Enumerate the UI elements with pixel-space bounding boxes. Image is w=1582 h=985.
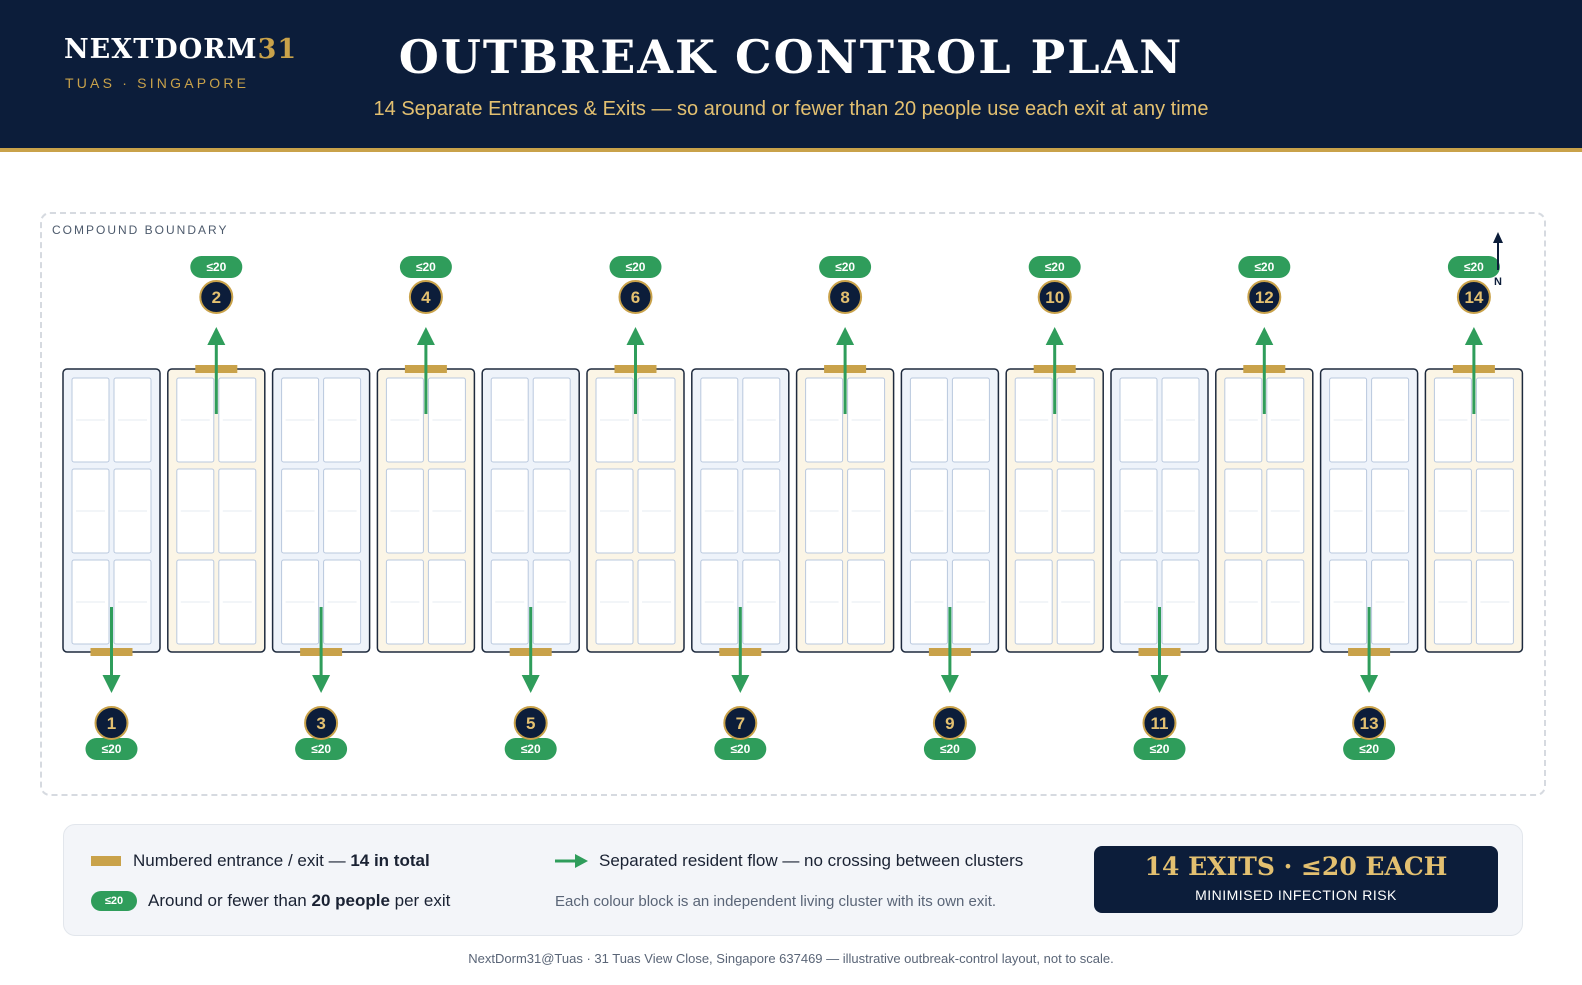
compass-label: N — [1494, 276, 1502, 288]
flow-arrow-icon — [103, 675, 121, 693]
legend-people-text-prefix: Around or fewer than — [148, 891, 312, 910]
cluster-block — [587, 256, 684, 652]
cluster-block — [692, 369, 789, 760]
cluster-block — [1216, 256, 1313, 652]
exit-number-label: 3 — [316, 714, 326, 733]
cluster-block — [1006, 256, 1103, 652]
exit-number-label: 7 — [735, 714, 746, 733]
flow-arrow-icon — [522, 675, 540, 693]
legend-exit-text-bold: 14 in total — [350, 851, 430, 870]
occupancy-badge-label: ≤20 — [311, 742, 332, 756]
exit-number-label: 10 — [1045, 288, 1065, 307]
brand-name: NEXTDORM — [64, 34, 258, 65]
legend-flow-text: Separated resident flow — no crossing between clusters — [599, 851, 1024, 870]
occupancy-badge-label: ≤20 — [1463, 260, 1484, 274]
summary-box — [1094, 846, 1498, 913]
cluster-block — [377, 256, 474, 652]
cluster-block — [482, 369, 579, 760]
exit-number-label: 6 — [630, 288, 641, 307]
cluster-block — [901, 369, 998, 760]
north-arrowhead-icon — [1493, 232, 1503, 243]
legend-exit-text-prefix: Numbered entrance / exit — — [133, 851, 351, 870]
flow-arrow-icon — [207, 327, 225, 345]
occupancy-badge-label: ≤20 — [206, 260, 227, 274]
occupancy-badge-label: ≤20 — [939, 742, 960, 756]
flow-arrow-icon — [1360, 675, 1378, 693]
flow-arrow-icon — [1151, 675, 1169, 693]
exit-number-label: 14 — [1464, 288, 1484, 307]
cluster-block — [797, 256, 894, 652]
exit-number-label: 11 — [1150, 714, 1169, 733]
exit-number-label: 9 — [945, 714, 955, 733]
occupancy-badge-label: ≤20 — [1044, 260, 1065, 274]
flow-arrow-icon — [1465, 327, 1483, 345]
page-subtitle: 14 Separate Entrances & Exits — so around or fewer than 20 people use each exit at any time — [373, 98, 1209, 120]
flow-arrow-icon — [312, 675, 330, 693]
cluster-block — [168, 256, 265, 652]
exit-number-label: 13 — [1359, 714, 1379, 733]
occupancy-badge-label: ≤20 — [1149, 742, 1170, 756]
exit-number-label: 4 — [421, 288, 431, 307]
exit-bar-swatch-icon — [91, 856, 121, 866]
cluster-block — [1425, 256, 1522, 652]
brand-location: TUAS · SINGAPORE — [65, 75, 250, 91]
flow-arrow-icon — [731, 675, 749, 693]
legend-people-text-bold: 20 people — [311, 891, 390, 910]
legend-cluster-note: Each colour block is an independent living cluster with its own exit. — [555, 893, 997, 910]
occupancy-badge-label: ≤20 — [625, 260, 646, 274]
flow-arrow-icon — [627, 327, 645, 345]
cluster-block — [1321, 369, 1418, 760]
brand-number: 31 — [257, 34, 298, 65]
flow-arrow-icon — [836, 327, 854, 345]
exit-number-label: 1 — [106, 714, 117, 733]
flow-arrow-icon — [1046, 327, 1064, 345]
compound-boundary-label: COMPOUND BOUNDARY — [52, 223, 229, 237]
occupancy-badge-label: ≤20 — [415, 260, 436, 274]
occupancy-badge-label: ≤20 — [1359, 742, 1380, 756]
summary-title: 14 EXITS · ≤20 EACH — [1144, 852, 1448, 881]
cluster-block — [1111, 369, 1208, 760]
occupancy-badge-label: ≤20 — [1254, 260, 1275, 274]
footer-note: NextDorm31@Tuas · 31 Tuas View Close, Singapore 637469 — illustrative outbreak-control layout, not to scale. — [468, 951, 1114, 966]
flow-arrow-icon — [417, 327, 435, 345]
exit-number-label: 8 — [840, 288, 850, 307]
occupancy-badge-label: ≤20 — [835, 260, 856, 274]
cluster-block — [63, 369, 160, 760]
legend-people-text-suffix: per exit — [389, 891, 451, 910]
exit-number-label: 5 — [525, 714, 536, 733]
cluster-block — [273, 369, 370, 760]
flow-arrow-icon — [941, 675, 959, 693]
legend-occupancy-badge: ≤20 — [91, 891, 137, 911]
exit-number-label: 12 — [1254, 288, 1274, 307]
occupancy-badge-label: ≤20 — [101, 742, 122, 756]
flow-arrow-icon — [1255, 327, 1273, 345]
legend-people-text — [148, 891, 450, 911]
summary-subtitle: MINIMISED INFECTION RISK — [1195, 887, 1397, 903]
occupancy-badge-label: ≤20 — [730, 742, 751, 756]
exit-number-label: 2 — [211, 288, 222, 307]
flow-arrow-icon — [555, 851, 589, 871]
page-title: OUTBREAK CONTROL PLAN — [398, 30, 1184, 84]
legend-exit-text — [133, 851, 430, 871]
occupancy-badge-label: ≤20 — [520, 742, 541, 756]
